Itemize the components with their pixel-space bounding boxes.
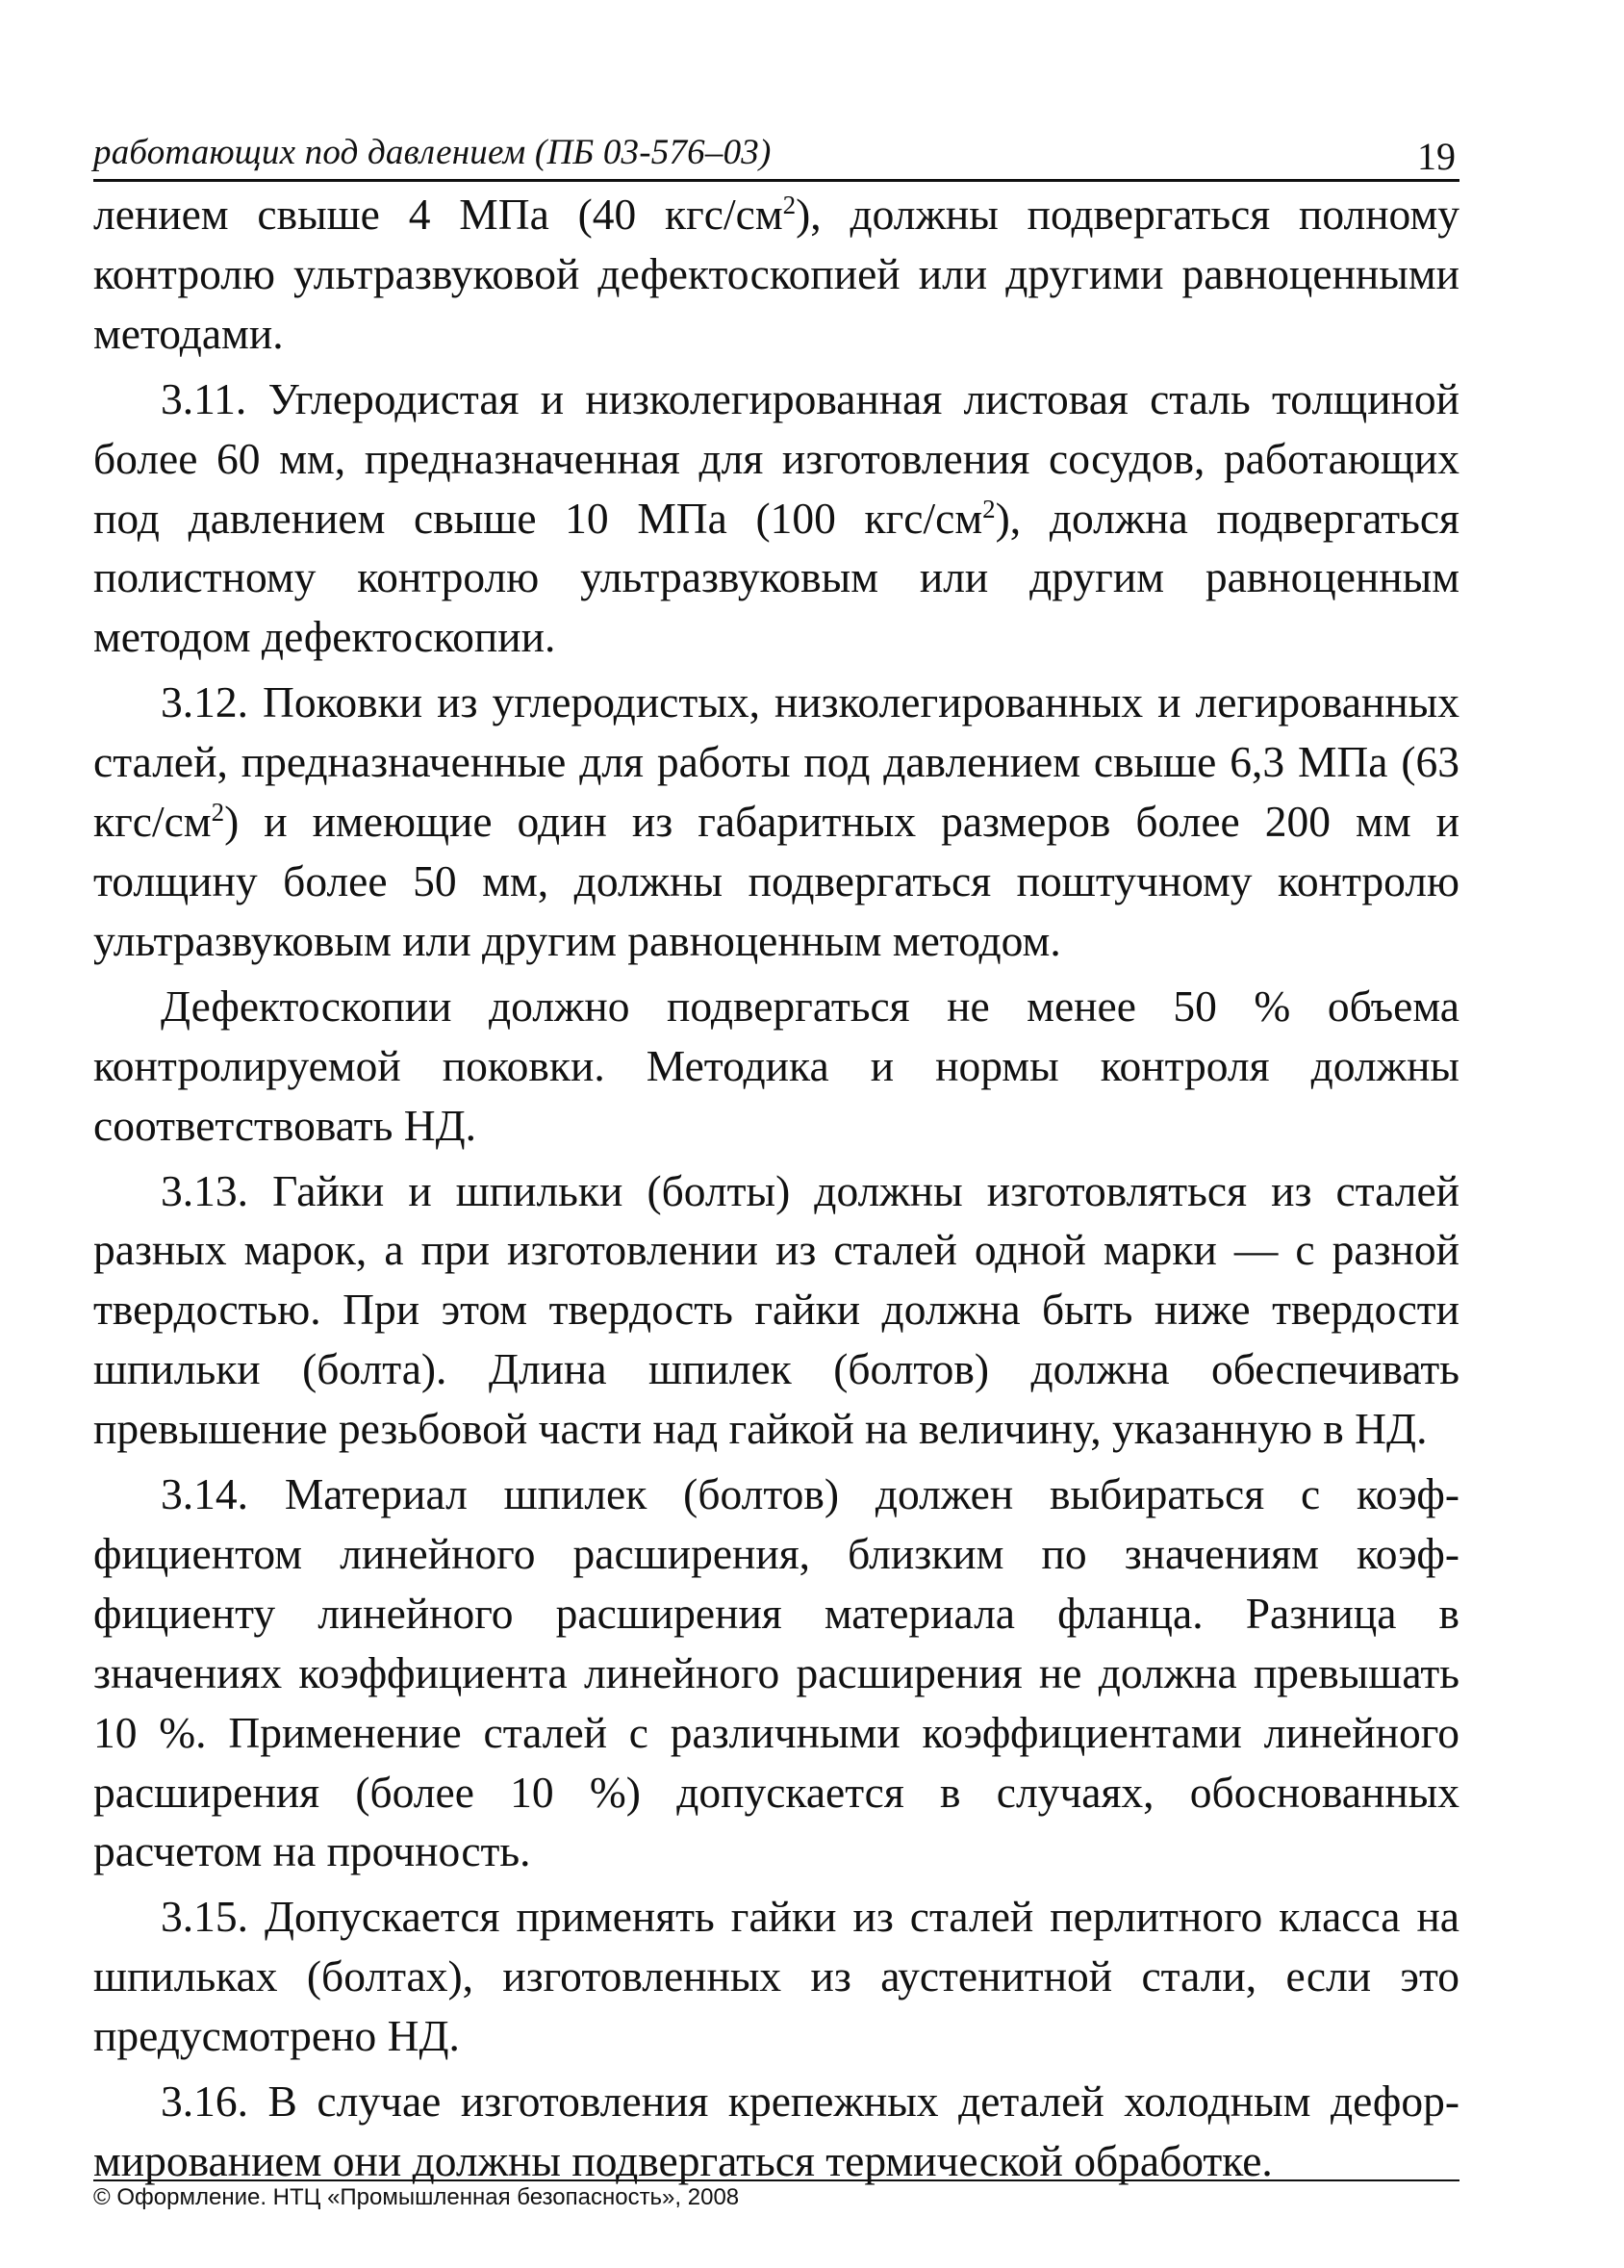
page-header xyxy=(93,123,1459,182)
paragraph-3-15: 3.15. Допускается применять гайки из сталей перлитного класса на шпильках (болтах), изготовленных из аустенитной стали, если это предусмотрено НД. xyxy=(93,1892,1459,2061)
copyright-footer: © Оформление. НТЦ «Промышленная безопасность», 2008 xyxy=(93,2184,740,2210)
footer-divider xyxy=(93,2179,1459,2181)
paragraph-3-14: 3.14. Материал шпилек (болтов) должен выбираться с коэффициентом линейного расширения, близким по значениям коэффициенту линейного расширения материала фланца. Разница в значениях коэффициента линейного расширения не должна превышать 10 %. Применение сталей с различными коэффициентами линейного расширения (более 10 %) допускается в случаях, обоснованных расчетом на прочность. xyxy=(93,1469,1459,1876)
page-number: 19 xyxy=(1417,135,1456,178)
paragraph-defectoscopy: Дефектоскопии должно подвергаться не менее 50 % объема контролируемой поковки. Методика и нормы контроля должны соответствовать НД. xyxy=(93,981,1459,1150)
paragraph-3-13: 3.13. Гайки и шпильки (болты) должны изготовляться из сталей разных марок, а при изготовлении из сталей одной марки — с разной твердостью. При этом твердость гайки должна быть ниже твердости шпильки (болта). Длина шпилек (болтов) должна обеспечивать превышение резьбовой части над гайкой на величину, указанную в НД. xyxy=(93,1165,1459,1454)
body-text xyxy=(93,185,1459,2197)
running-header-title: работающих под давлением (ПБ 03-576–03) xyxy=(93,133,772,172)
paragraph-3-12: 3.12. Поковки из углеродистых, низколегированных и легированных сталей, предназначенные для работы под давлением свыше 6,3 МПа (63 кгс/$см^2$) и имеющие один из габаритных размеров более 200 мм и толщину более 50 мм, должны подвергаться поштучному контролю ультразвуковым или другим равноценным методом. xyxy=(93,677,1459,965)
paragraph-3-16: 3.16. В случае изготовления крепежных деталей холодным деформированием они должны подвергаться термической обработке. xyxy=(93,2077,1459,2185)
paragraph-3-11: 3.11. Углеродистая и низколегированная листовая сталь толщиной более 60 мм, предназначенная для изготовления сосудов, работающих под давлением свыше 10 МПа (100 кгс/$см^2$), должна подвергаться полистному контролю ультразвуковым или другим равноценным методом дефектоскопии. xyxy=(93,373,1459,662)
paragraph-continuation: лением свыше 4 МПа (40 кгс/$см^2$), должны подвергаться полному контролю ультразвуковой дефектоскопией или другими равноценными методами. xyxy=(93,190,1459,358)
